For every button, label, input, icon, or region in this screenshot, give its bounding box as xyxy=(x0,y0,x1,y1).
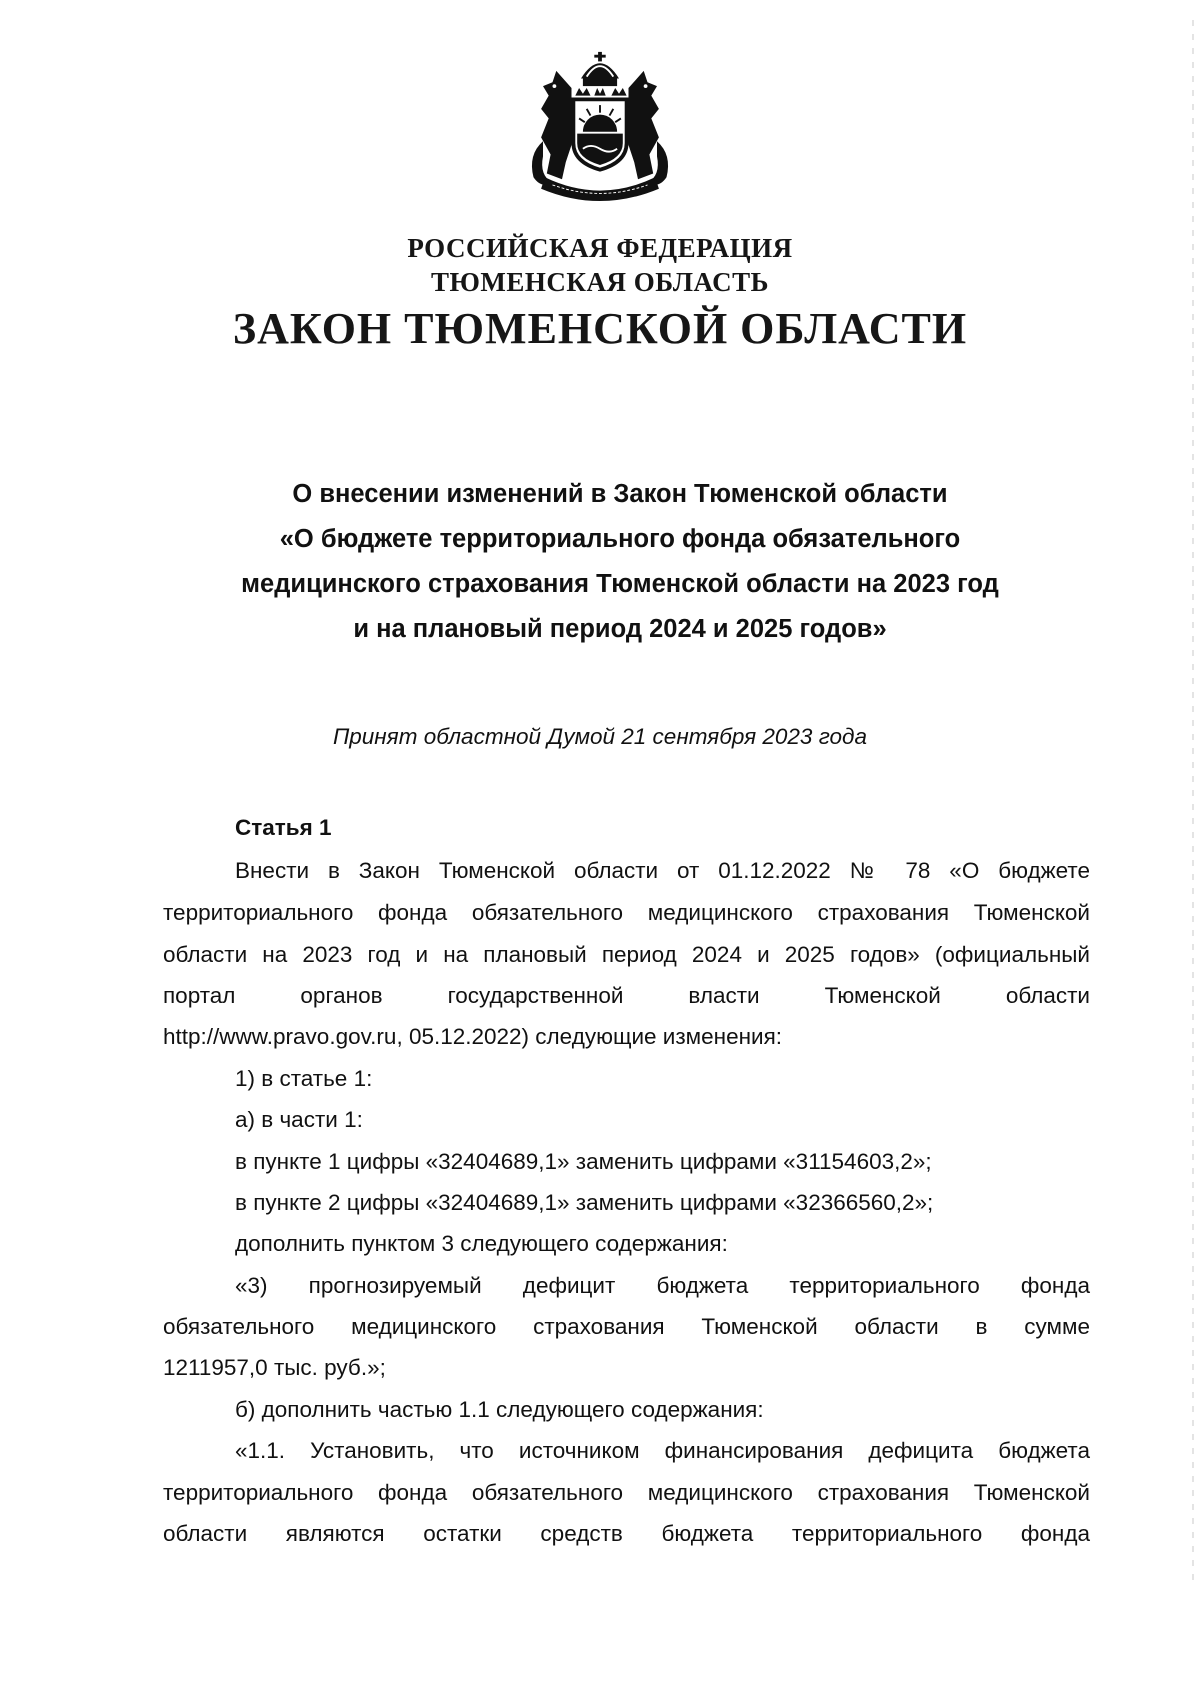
article-heading: Статья 1 xyxy=(235,815,332,840)
body-line: территориального фонда обязательного медицинского страхования Тюменской xyxy=(163,1480,1090,1505)
body-line: территориального фонда обязательного медицинского страхования Тюменской xyxy=(163,900,1090,925)
body-line: «1.1. Установить, что источником финансирования дефицита бюджета xyxy=(235,1438,1090,1463)
law-title-line: О внесении изменений в Закон Тюменской области xyxy=(292,480,948,508)
crown-icon xyxy=(581,52,619,86)
motto-ribbon-icon xyxy=(541,177,659,201)
law-title-line: медицинского страхования Тюменской области на 2023 год xyxy=(241,570,999,598)
body-line: «3) прогнозируемый дефицит бюджета территориального фонда xyxy=(235,1273,1090,1298)
body-line: области являются остатки средств бюджета территориального фонда xyxy=(163,1521,1090,1546)
adoption-note: Принят областной Думой 21 сентября 2023 года xyxy=(332,724,868,749)
law-title-line: и на плановый период 2024 и 2025 годов» xyxy=(353,615,887,643)
law-title-line: «О бюджете территориального фонда обязательного xyxy=(279,525,961,553)
body-line: б) дополнить частью 1.1 следующего содержания: xyxy=(235,1397,764,1422)
header-region: ТЮМЕНСКАЯ ОБЛАСТЬ xyxy=(430,267,770,297)
body-line: обязательного медицинского страхования Тюменской области в сумме xyxy=(163,1314,1090,1339)
body-line: 1211957,0 тыс. руб.»; xyxy=(163,1355,386,1380)
body-line: а) в части 1: xyxy=(235,1107,363,1132)
header-country: РОССИЙСКАЯ ФЕДЕРАЦИЯ xyxy=(407,233,793,263)
left-fox-icon xyxy=(532,71,572,185)
body-line: в пункте 2 цифры «32404689,1» заменить цифрами «32366560,2»; xyxy=(235,1190,934,1215)
body-line: 1) в статье 1: xyxy=(235,1066,373,1091)
body-line: http://www.pravo.gov.ru, 05.12.2022) следующие изменения: xyxy=(163,1024,783,1049)
header-law-type: ЗАКОН ТЮМЕНСКОЙ ОБЛАСТИ xyxy=(232,304,968,353)
body-line: в пункте 1 цифры «32404689,1» заменить цифрами «31154603,2»; xyxy=(235,1149,932,1174)
shield-icon xyxy=(573,99,626,169)
body-line: области на 2023 год и на плановый период 2024 и 2025 годов» (официальный xyxy=(163,942,1090,967)
body-line: Внести в Закон Тюменской области от 01.12.2022 № 78 «О бюджете xyxy=(235,858,1090,883)
body-line: дополнить пунктом 3 следующего содержания: xyxy=(235,1231,728,1256)
right-fox-icon xyxy=(629,71,669,185)
body-line: портал органов государственной власти Тюменской области xyxy=(163,983,1090,1008)
coat-of-arms-icon xyxy=(524,50,676,202)
